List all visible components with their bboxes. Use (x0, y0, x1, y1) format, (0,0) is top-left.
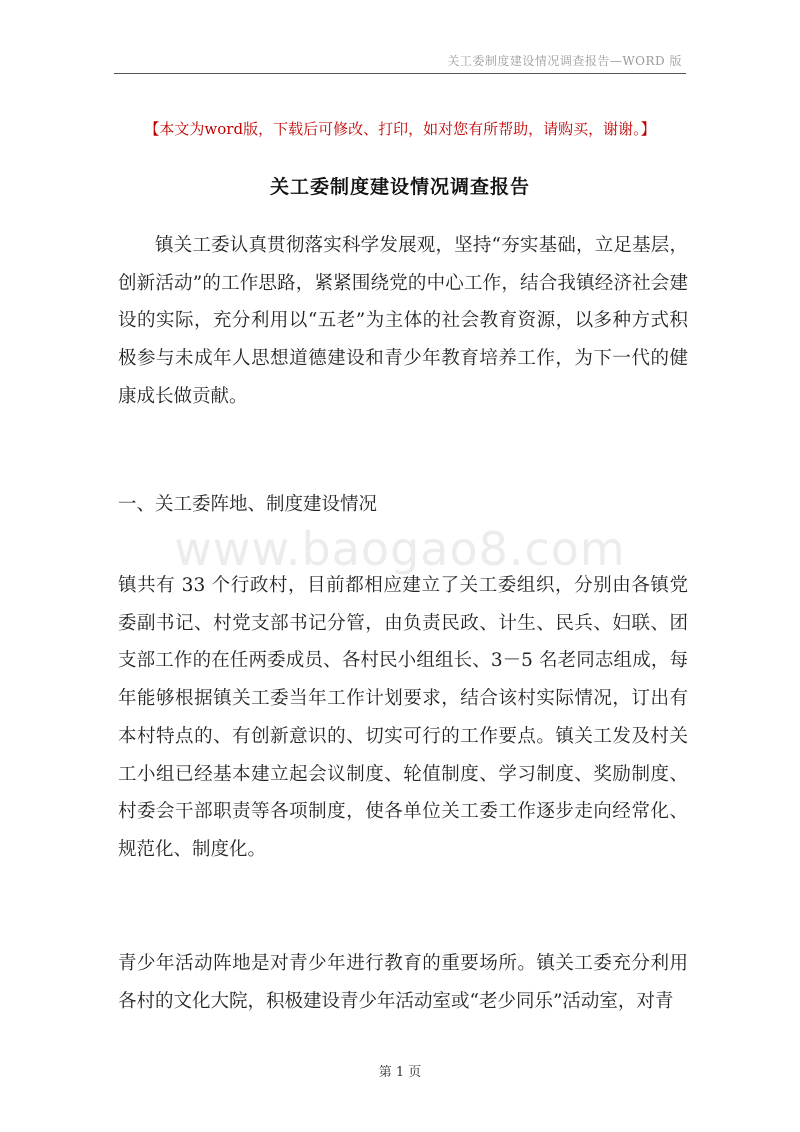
site-watermark: www.baogao8.com (174, 522, 626, 576)
purchase-notice: 【本文为word版，下载后可修改、打印，如对您有所帮助，请购买，谢谢。】 (144, 120, 656, 138)
header-divider (114, 73, 686, 74)
body-paragraph: 镇共有 33 个行政村，目前都相应建立了关工委组织，分别由各镇党委副书记、村党支部书记分管，由负责民政、计生、民兵、妇联、团支部工作的在任两委成员、各村民小组组长、3－5 名老同志组成，每年能够根据镇关工委当年工作计划要求，结合该村实际情况，订出有本村特点的、有创新意识的、切实可行的工作要点。镇关工发及村关工小组已经基本建立起会议制度、轮值制度、学习制度、奖励制度、村委会干部职责等各项制度，使各单位关工委工作逐步走向经常化、规范化、制度化。 (118, 575, 688, 860)
page-number: 第 1 页 (378, 1065, 422, 1080)
running-header: 关工委制度建设情况调查报告—WORD 版 (447, 54, 682, 68)
body-paragraph: 青少年活动阵地是对青少年进行教育的重要场所。镇关工委充分利用各村的文化大院，积极建设青少年活动室或“老少同乐”活动室，对青 (118, 953, 688, 1012)
intro-paragraph: 镇关工委认真贯彻落实科学发展观，坚持“夯实基础，立足基层，创新活动”的工作思路，紧紧围绕党的中心工作，结合我镇经济社会建设的实际，充分利用以“五老”为主体的社会教育资源，以多种方式积极参与未成年人思想道德建设和青少年教育培养工作，为下一代的健康成长做贡献。 (118, 235, 688, 407)
document-title: 关工委制度建设情况调查报告 (269, 176, 530, 198)
section-heading: 一、关工委阵地、制度建设情况 (118, 494, 378, 515)
